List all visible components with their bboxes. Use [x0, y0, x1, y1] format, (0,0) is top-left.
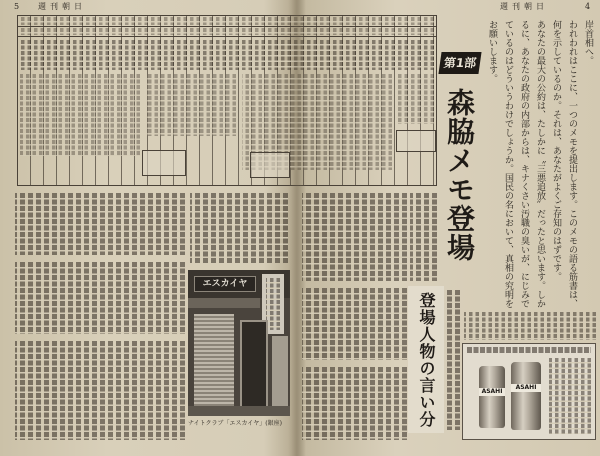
letter-paragraph: 岸首相へ。 [583, 20, 593, 65]
table-cell-text [146, 74, 236, 136]
body-text-columns [190, 193, 288, 263]
table-cell-text [20, 74, 140, 156]
body-text-columns [446, 290, 460, 430]
table-header-rule [17, 26, 437, 27]
open-letter [478, 20, 596, 308]
table-note-box [142, 150, 186, 176]
right-magazine-name: 週刊朝日 [500, 2, 548, 11]
body-text-columns [410, 193, 437, 281]
body-text-columns [302, 193, 407, 281]
table-cell-text [20, 40, 434, 70]
table-month-headers [20, 17, 434, 25]
photo-louvered-window [194, 314, 234, 406]
body-text-columns [302, 288, 407, 360]
body-text-columns [464, 312, 596, 340]
photo-door [240, 320, 268, 410]
left-page-number: 5 [14, 2, 20, 11]
body-text-columns [15, 262, 185, 334]
section-title: 登場人物の言い分 [417, 292, 436, 428]
photo-ground [188, 406, 290, 416]
photo-club-sign: エスカイヤ [194, 276, 256, 292]
body-text-columns [302, 367, 407, 440]
ad-tagline-text [467, 347, 591, 353]
ad-body-text [549, 358, 591, 434]
table-date-row [20, 28, 434, 35]
photo-side-panel [272, 336, 288, 406]
feature-title: 森脇メモ登場 [443, 88, 476, 262]
photo-caption: ナイトクラブ「エスカイヤ」(銀座) [188, 420, 282, 427]
ad-brand-logo: ASAHI [479, 388, 505, 396]
left-magazine-name: 週刊朝日 [38, 2, 86, 11]
table-note-box [250, 152, 290, 178]
ad-brand-logo: ASAHI [511, 384, 541, 392]
beer-can-left [479, 366, 505, 428]
nightclub-photo [188, 270, 290, 416]
letter-paragraph: あなたの最大の公約は、たしかに〝三悪追放〟だったと思います。しかるに、あなたの政府の内部からは、キナくさい汚職の臭いが、にじみでているのはどういうわけでしょうか。国民の名において、真相の究明をお願いします。 [487, 20, 545, 308]
right-page-number: 4 [585, 2, 591, 11]
beer-can-right [511, 362, 541, 430]
letter-paragraph: われわれはここに、一つのメモを提出します。このメモの語る筋書は、何を示しているのか。それは、あなたがよくご存知のはずです。 [551, 20, 577, 308]
body-text-columns [15, 341, 185, 440]
table-note-box [396, 130, 436, 152]
body-text-columns [15, 193, 185, 255]
table-date-rule [17, 36, 437, 37]
table-cell-text [398, 74, 434, 124]
photo-vertical-sign-lettering [266, 278, 280, 330]
beer-advertisement [462, 343, 596, 440]
part-label: 第1部 [438, 52, 481, 74]
photo-awning [188, 298, 260, 308]
